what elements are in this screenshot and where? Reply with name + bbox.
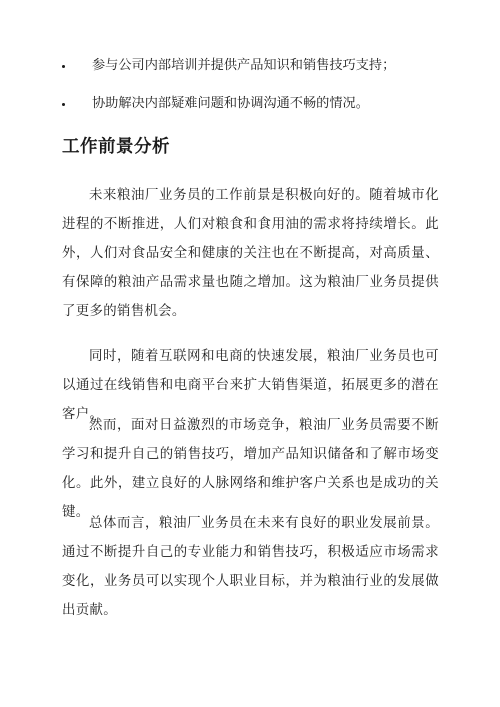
bullet-dot-icon <box>62 103 65 106</box>
paragraph: 未来粮油厂业务员的工作前景是积极向好的。随着城市化进程的不断推进，人们对粮食和食用油的需求将持续增长。此外，人们对食品安全和健康的关注也在不断提高，对高质量、有保障的粮油产品需求量也随之增加。这为粮油厂业务员提供了更多的销售机会。 <box>62 188 439 319</box>
paragraph: 同时，随着互联网和电商的快速发展，粮油厂业务员也可以通过在线销售和电商平台来扩大销售渠道，拓展更多的潜在客户。 <box>62 349 439 422</box>
paragraph: 然而，面对日益激烈的市场竞争，粮油厂业务员需要不断学习和提升自己的销售技巧，增加产品知识储备和了解市场变化。此外，建立良好的人脉网络和维护客户关系也是成功的关键。 <box>62 418 439 520</box>
bullet-text: 协助解决内部疑难问题和协调沟通不畅的情况。 <box>92 96 369 111</box>
bullet-text: 参与公司内部培训并提供产品知识和销售技巧支持； <box>92 58 396 73</box>
section-heading: 工作前景分析 <box>62 137 170 157</box>
bullet-dot-icon <box>62 65 65 68</box>
paragraph: 总体而言，粮油厂业务员在未来有良好的职业发展前景。通过不断提升自己的专业能力和销售技巧，积极适应市场需求变化，业务员可以实现个人职业目标，并为粮油行业的发展做出贡献。 <box>62 516 439 618</box>
